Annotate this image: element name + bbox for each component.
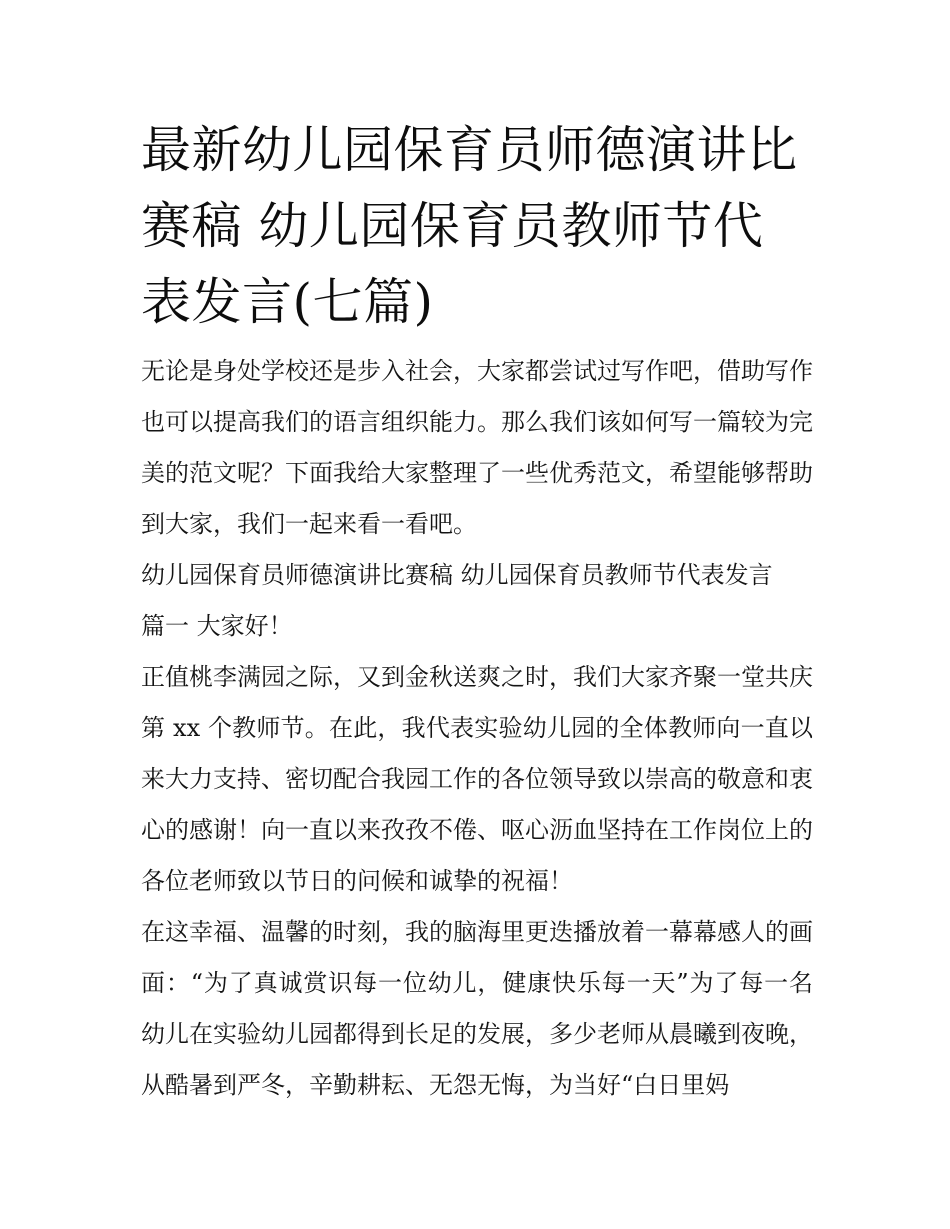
section-heading: 幼儿园保育员师德演讲比赛稿 幼儿园保育员教师节代表发言 xyxy=(141,561,773,589)
document-title: 最新幼儿园保育员师德演讲比赛稿 幼儿园保育员教师节代表发言(七篇) xyxy=(141,121,798,331)
greeting-paragraph: 篇一 大家好！ xyxy=(141,612,293,640)
body-paragraph: 在这幸福、温馨的时刻，我的脑海里更迭播放着一幕幕感人的画面：“为了真诚赏识每一位幼儿，健康快乐每一天”为了每一名幼儿在实验幼儿园都得到长足的发展，多少老师从晨曦到夜晚，从酷暑到严冬，辛勤耕耘、无怨无悔，为当好“白日里妈 xyxy=(141,918,813,1099)
body-paragraph: 正值桃李满园之际，又到金秋送爽之时，我们大家齐聚一堂共庆第 xx 个教师节。在此，我代表实验幼儿园的全体教师向一直以来大力支持、密切配合我园工作的各位领导致以崇高的敬意和衷心的感谢！向一直以来孜孜不倦、呕心沥血坚持在工作岗位上的各位老师致以节日的问候和诚挚的祝福！ xyxy=(141,663,813,895)
intro-paragraph: 无论是身处学校还是步入社会，大家都尝试过写作吧，借助写作也可以提高我们的语言组织能力。那么我们该如何写一篇较为完美的范文呢？下面我给大家整理了一些优秀范文，希望能够帮助到大家，我们一起来看一看吧。 xyxy=(141,357,813,538)
document-content xyxy=(141,112,813,1111)
document-body xyxy=(141,346,813,1111)
